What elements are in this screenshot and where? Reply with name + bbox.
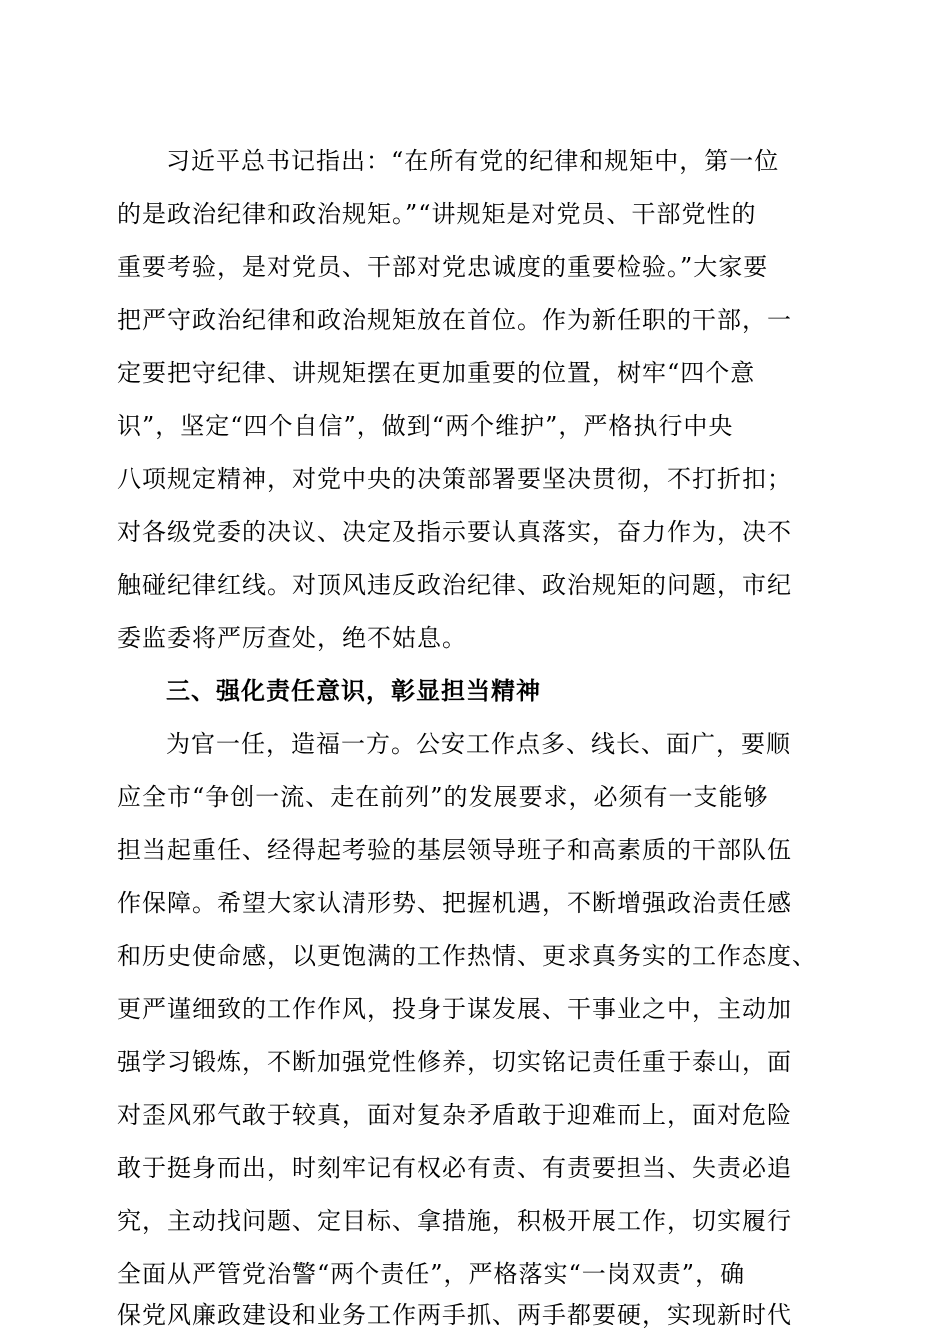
paragraph-2-line-11: 全面从严管党治警“两个责任”，严格落实“一岗双责”，确 bbox=[117, 1260, 746, 1288]
paragraph-2-line-10: 究，主动找问题、定目标、拿措施，积极开展工作，切实履行 bbox=[117, 1207, 792, 1235]
paragraph-2-line-7: 强学习锻炼，不断加强党性修养，切实铭记责任重于泰山，面 bbox=[117, 1048, 792, 1076]
paragraph-2-line-8: 对歪风邪气敢于较真，面对复杂矛盾敢于迎难而上，面对危险 bbox=[117, 1101, 792, 1129]
paragraph-1-line-9: 触碰纪律红线。对顶风违反政治纪律、政治规矩的问题，市纪 bbox=[117, 571, 792, 599]
paragraph-1-line-7: 八项规定精神，对党中央的决策部署要坚决贯彻，不打折扣； bbox=[117, 465, 792, 493]
paragraph-1-line-3: 重要考验，是对党员、干部对党忠诚度的重要检验。”大家要 bbox=[117, 253, 769, 281]
paragraph-1-line-8: 对各级党委的决议、决定及指示要认真落实，奋力作为，决不 bbox=[117, 518, 792, 546]
section-heading-3: 三、强化责任意识，彰显担当精神 bbox=[166, 677, 541, 705]
paragraph-2-line-1: 为官一任，造福一方。公安工作点多、线长、面广，要顺 bbox=[166, 730, 791, 758]
paragraph-1-line-6: 识”，坚定“四个自信”，做到“两个维护”，严格执行中央 bbox=[117, 412, 734, 440]
paragraph-1-line-1: 习近平总书记指出：“在所有党的纪律和规矩中，第一位 bbox=[166, 147, 780, 175]
paragraph-2-line-9: 敢于挺身而出，时刻牢记有权必有责、有责要担当、失责必追 bbox=[117, 1154, 792, 1182]
paragraph-2-line-3: 担当起重任、经得起考验的基层领导班子和高素质的干部队伍 bbox=[117, 836, 792, 864]
paragraph-2-line-4: 作保障。希望大家认清形势、把握机遇，不断增强政治责任感 bbox=[117, 889, 792, 917]
paragraph-1-line-4: 把严守政治纪律和政治规矩放在首位。作为新任职的干部，一 bbox=[117, 306, 792, 334]
paragraph-1-line-10: 委监委将严厉查处，绝不姑息。 bbox=[117, 624, 467, 652]
paragraph-1-line-2: 的是政治纪律和政治规矩。”“讲规矩是对党员、干部党性的 bbox=[117, 200, 757, 228]
paragraph-2-line-2: 应全市“争创一流、走在前列”的发展要求，必须有一支能够 bbox=[117, 783, 769, 811]
paragraph-2-line-5: 和历史使命感，以更饱满的工作热情、更求真务实的工作态度、 bbox=[117, 942, 817, 970]
paragraph-2-line-6: 更严谨细致的工作作风，投身于谋发展、干事业之中，主动加 bbox=[117, 995, 792, 1023]
paragraph-1-line-5: 定要把守纪律、讲规矩摆在更加重要的位置，树牢“四个意 bbox=[117, 359, 756, 387]
paragraph-2-line-12: 保党风廉政建设和业务工作两手抓、两手都要硬，实现新时代 bbox=[117, 1301, 792, 1329]
